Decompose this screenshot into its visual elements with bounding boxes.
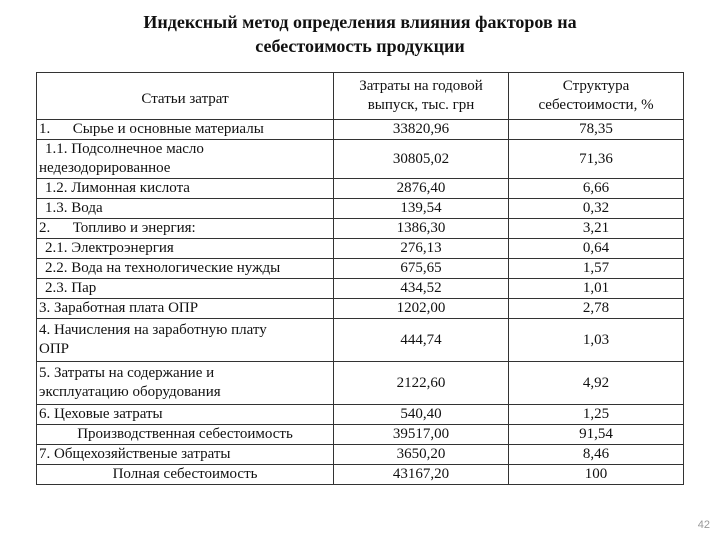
row-share: 100 bbox=[509, 465, 684, 485]
table-row bbox=[37, 465, 684, 485]
row-share: 91,54 bbox=[509, 425, 684, 445]
row-share: 1,03 bbox=[509, 319, 684, 362]
row-label: Полная себестоимость bbox=[37, 465, 334, 485]
row-cost: 675,65 bbox=[334, 259, 509, 279]
row-cost: 276,13 bbox=[334, 239, 509, 259]
table-row bbox=[37, 179, 684, 199]
row-label: 7. Общехозяйственые затраты bbox=[37, 445, 334, 465]
header-cost-items: Статьи затрат bbox=[37, 73, 334, 120]
header-annual-cost: Затраты на годовой выпуск, тыс. грн bbox=[334, 73, 509, 120]
title-line-2: себестоимость продукции bbox=[255, 36, 465, 56]
row-cost: 1386,30 bbox=[334, 219, 509, 239]
table-row bbox=[37, 259, 684, 279]
table-row bbox=[37, 140, 684, 179]
row-cost: 30805,02 bbox=[334, 140, 509, 179]
row-cost: 2876,40 bbox=[334, 179, 509, 199]
row-label: 2. Топливо и энергия: bbox=[37, 219, 334, 239]
table-row bbox=[37, 425, 684, 445]
table-row bbox=[37, 445, 684, 465]
row-share: 1,01 bbox=[509, 279, 684, 299]
row-label: Производственная себестоимость bbox=[37, 425, 334, 445]
table-header-row bbox=[37, 73, 684, 120]
table-row bbox=[37, 199, 684, 219]
row-label: 1.3. Вода bbox=[37, 199, 334, 219]
row-label: 2.2. Вода на технологические нужды bbox=[37, 259, 334, 279]
row-cost: 444,74 bbox=[334, 319, 509, 362]
row-share: 1,25 bbox=[509, 405, 684, 425]
table-row bbox=[37, 405, 684, 425]
row-cost: 39517,00 bbox=[334, 425, 509, 445]
row-label: 3. Заработная плата ОПР bbox=[37, 299, 334, 319]
row-label: 6. Цеховые затраты bbox=[37, 405, 334, 425]
table-row bbox=[37, 319, 684, 362]
row-share: 71,36 bbox=[509, 140, 684, 179]
row-share: 8,46 bbox=[509, 445, 684, 465]
row-cost: 434,52 bbox=[334, 279, 509, 299]
row-label: 1. Сырье и основные материалы bbox=[37, 120, 334, 140]
row-share: 0,32 bbox=[509, 199, 684, 219]
row-share: 4,92 bbox=[509, 362, 684, 405]
row-label: 2.3. Пар bbox=[37, 279, 334, 299]
row-cost: 2122,60 bbox=[334, 362, 509, 405]
row-label: 1.1. Подсолнечное масло недезодорированное bbox=[37, 140, 334, 179]
row-cost: 3650,20 bbox=[334, 445, 509, 465]
page-title bbox=[60, 10, 660, 58]
table-row bbox=[37, 299, 684, 319]
row-share: 3,21 bbox=[509, 219, 684, 239]
cost-table bbox=[36, 72, 684, 485]
table-row bbox=[37, 279, 684, 299]
row-share: 0,64 bbox=[509, 239, 684, 259]
page-number: 42 bbox=[697, 519, 710, 531]
row-label: 4. Начисления на заработную плату ОПР bbox=[37, 319, 334, 362]
row-cost: 1202,00 bbox=[334, 299, 509, 319]
row-cost: 540,40 bbox=[334, 405, 509, 425]
table-row bbox=[37, 219, 684, 239]
table-row bbox=[37, 239, 684, 259]
row-cost: 139,54 bbox=[334, 199, 509, 219]
table-row bbox=[37, 120, 684, 140]
row-label: 5. Затраты на содержание и эксплуатацию оборудования bbox=[37, 362, 334, 405]
row-share: 6,66 bbox=[509, 179, 684, 199]
table-row bbox=[37, 362, 684, 405]
header-cost-structure: Структура себестоимости, % bbox=[509, 73, 684, 120]
row-share: 2,78 bbox=[509, 299, 684, 319]
row-cost: 33820,96 bbox=[334, 120, 509, 140]
title-line-1: Индексный метод определения влияния факторов на bbox=[143, 12, 577, 32]
row-label: 2.1. Электроэнергия bbox=[37, 239, 334, 259]
row-label: 1.2. Лимонная кислота bbox=[37, 179, 334, 199]
row-share: 1,57 bbox=[509, 259, 684, 279]
row-share: 78,35 bbox=[509, 120, 684, 140]
row-cost: 43167,20 bbox=[334, 465, 509, 485]
